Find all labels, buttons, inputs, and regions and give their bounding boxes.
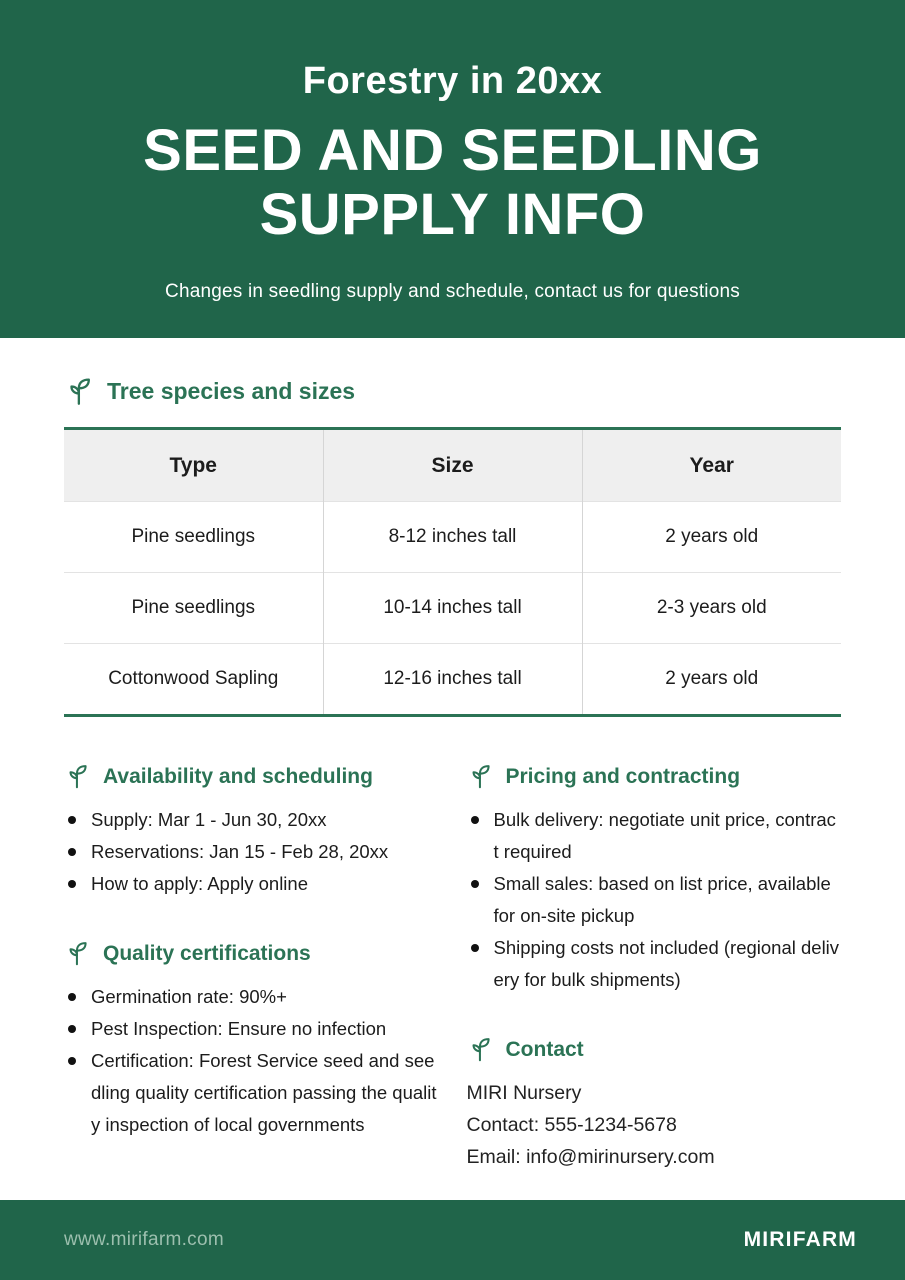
cell-size: 10-14 inches tall: [323, 573, 582, 644]
pricing-heading: [467, 763, 842, 790]
species-section-heading: [64, 376, 841, 407]
section-heading-label: Pricing and contracting: [505, 764, 741, 788]
species-table: [64, 427, 841, 717]
table-col-size: Size: [323, 429, 582, 502]
sprout-icon: [467, 1036, 494, 1063]
right-column: [467, 763, 842, 1173]
cell-year: 2-3 years old: [582, 573, 841, 644]
footer-bar: [0, 1200, 905, 1280]
section-heading-label: Contact: [505, 1037, 584, 1061]
left-column: [64, 763, 439, 1173]
contact-section: [467, 1036, 842, 1173]
website-url: www.mirifarm.com: [64, 1229, 224, 1250]
contact-org: MIRI Nursery: [466, 1082, 582, 1104]
section-heading-label: Tree species and sizes: [107, 378, 356, 404]
cell-year: 2 years old: [582, 644, 841, 716]
pricing-section: [467, 763, 842, 996]
list-item: How to apply: Apply online: [64, 868, 439, 900]
list-item: Supply: Mar 1 - Jun 30, 20xx: [64, 804, 439, 836]
section-heading-label: Availability and scheduling: [103, 764, 373, 788]
cell-type: Pine seedlings: [64, 573, 323, 644]
table-header-row: [64, 429, 841, 502]
hero-banner: [0, 0, 905, 338]
list-item: Bulk delivery: negotiate unit price, contract required: [467, 804, 842, 868]
cell-type: Cottonwood Sapling: [64, 644, 323, 716]
info-columns: [64, 763, 841, 1173]
brand-logo: MIRIFARM: [743, 1228, 857, 1251]
page-subtitle: Changes in seedling supply and schedule, contact us for questions: [165, 280, 740, 302]
cell-year: 2 years old: [582, 502, 841, 573]
page-title: SEED AND SEEDLING SUPPLY INFO: [143, 118, 762, 247]
table-row: [64, 502, 841, 573]
table-row: [64, 573, 841, 644]
contact-heading: [467, 1036, 842, 1063]
content-area: [0, 338, 905, 1200]
contact-details: [467, 1077, 842, 1173]
cell-size: 12-16 inches tall: [323, 644, 582, 716]
table-row: [64, 644, 841, 716]
contact-email: Email: info@mirinursery.com: [466, 1146, 715, 1168]
list-item: Germination rate: 90%+: [64, 981, 439, 1013]
sprout-icon: [64, 763, 91, 790]
sprout-icon: [64, 940, 91, 967]
kicker-title: Forestry in 20xx: [302, 60, 603, 102]
quality-heading: [64, 940, 439, 967]
sprout-icon: [467, 763, 494, 790]
availability-list: [64, 804, 439, 900]
list-item: Reservations: Jan 15 - Feb 28, 20xx: [64, 836, 439, 868]
availability-section: [64, 763, 439, 900]
sprout-icon: [64, 376, 95, 407]
cell-size: 8-12 inches tall: [323, 502, 582, 573]
list-item: Certification: Forest Service seed and seedling quality certification passing the quality inspection of local governments: [64, 1045, 439, 1141]
list-item: Shipping costs not included (regional delivery for bulk shipments): [467, 932, 842, 996]
quality-list: [64, 981, 439, 1141]
table-col-year: Year: [582, 429, 841, 502]
pricing-list: [467, 804, 842, 996]
list-item: Pest Inspection: Ensure no infection: [64, 1013, 439, 1045]
contact-phone: Contact: 555-1234-5678: [466, 1114, 677, 1136]
list-item: Small sales: based on list price, available for on-site pickup: [467, 868, 842, 932]
availability-heading: [64, 763, 439, 790]
section-heading-label: Quality certifications: [103, 941, 311, 965]
table-col-type: Type: [64, 429, 323, 502]
quality-section: [64, 940, 439, 1141]
cell-type: Pine seedlings: [64, 502, 323, 573]
